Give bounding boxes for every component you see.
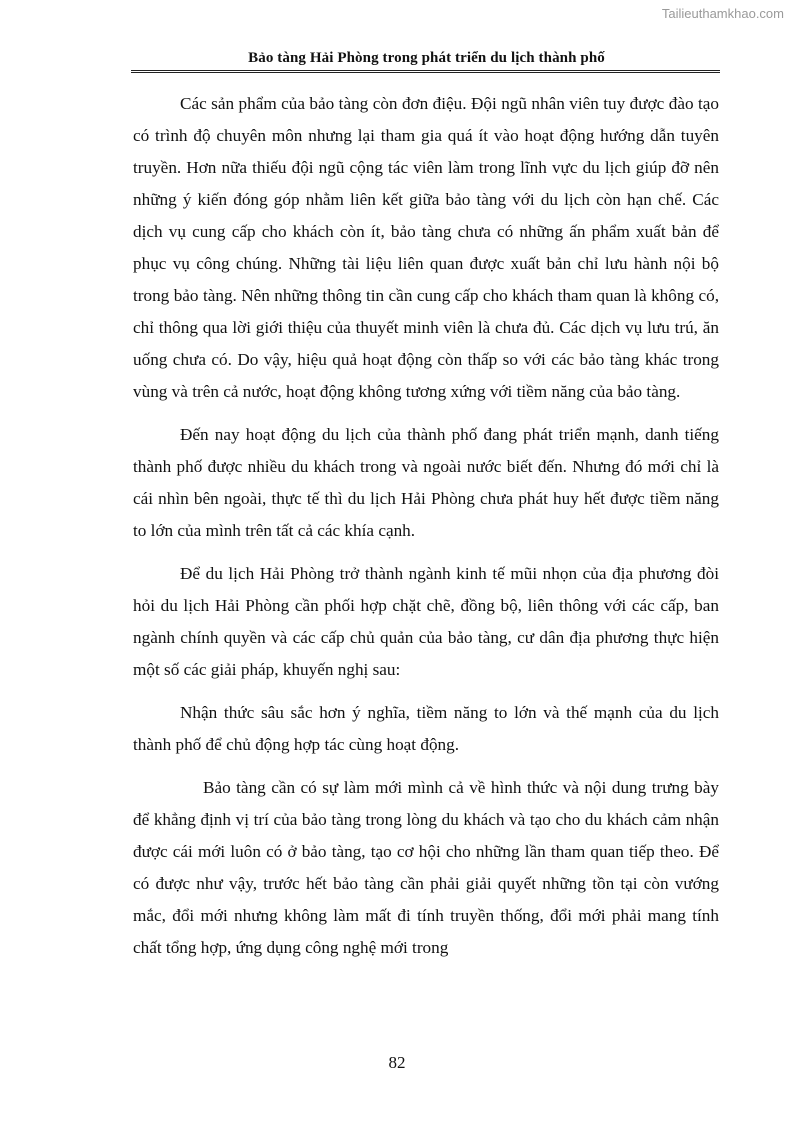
page-number: 82 [388, 1053, 406, 1072]
paragraph: Bảo tàng cần có sự làm mới mình cả về hình thức và nội dung trưng bày để khẳng định vị trí của bảo tàng trong lòng du khách và tạo cho du khách cảm nhận được cái mới luôn có ở bảo tàng, tạo cơ hội cho những lần tham quan tiếp theo. Để có được như vậy, trước hết bảo tàng cần phải giải quyết những tồn tại còn vướng mắc, đổi mới nhưng không làm mất đi tính truyền thống, đổi mới phải mang tính chất tổng hợp, ứng dụng công nghệ mới trong [133, 778, 719, 957]
watermark: Tailieuthamkhao.com [661, 6, 784, 21]
paragraph: Để du lịch Hải Phòng trở thành ngành kinh tế mũi nhọn của địa phương đòi hỏi du lịch Hải Phòng cần phối hợp chặt chẽ, đồng bộ, liên thông với các cấp, ban ngành chính quyền và các cấp chủ quản của bảo tàng, cư dân địa phương thực hiện một số các giải pháp, khuyến nghị sau: [133, 564, 719, 679]
running-header: Bảo tàng Hải Phòng trong phát triển du lịch thành phố [248, 50, 605, 66]
header-rule [131, 70, 720, 73]
paragraph: Nhận thức sâu sắc hơn ý nghĩa, tiềm năng to lớn và thế mạnh của du lịch thành phố để chủ động hợp tác cùng hoạt động. [133, 703, 719, 754]
paragraph: Các sản phẩm của bảo tàng còn đơn điệu. Đội ngũ nhân viên tuy được đào tạo có trình độ chuyên môn nhưng lại tham gia quá ít vào hoạt động hướng dẫn tuyên truyền. Hơn nữa thiếu đội ngũ cộng tác viên làm trong lĩnh vực du lịch giúp đỡ nên những ý kiến đóng góp nhằm liên kết giữa bảo tàng với du lịch còn hạn chế. Các dịch vụ cung cấp cho khách còn ít, bảo tàng chưa có những ấn phẩm xuất bản để phục vụ công chúng. Những tài liệu liên quan được xuất bản chỉ lưu hành nội bộ trong bảo tàng. Nên những thông tin cần cung cấp cho khách tham quan là không có, chỉ thông qua lời giới thiệu của thuyết minh viên là chưa đủ. Các dịch vụ lưu trú, ăn uống chưa có. Do vậy, hiệu quả hoạt động còn thấp so với các bảo tàng khác trong vùng và trên cả nước, hoạt động không tương xứng với tiềm năng của bảo tàng. [133, 94, 719, 401]
paragraph: Đến nay hoạt động du lịch của thành phố đang phát triển mạnh, danh tiếng thành phố được nhiều du khách trong và ngoài nước biết đến. Nhưng đó mới chỉ là cái nhìn bên ngoài, thực tế thì du lịch Hải Phòng chưa phát huy hết được tiềm năng to lớn của mình trên tất cả các khía cạnh. [133, 425, 719, 540]
body-text [133, 88, 719, 975]
